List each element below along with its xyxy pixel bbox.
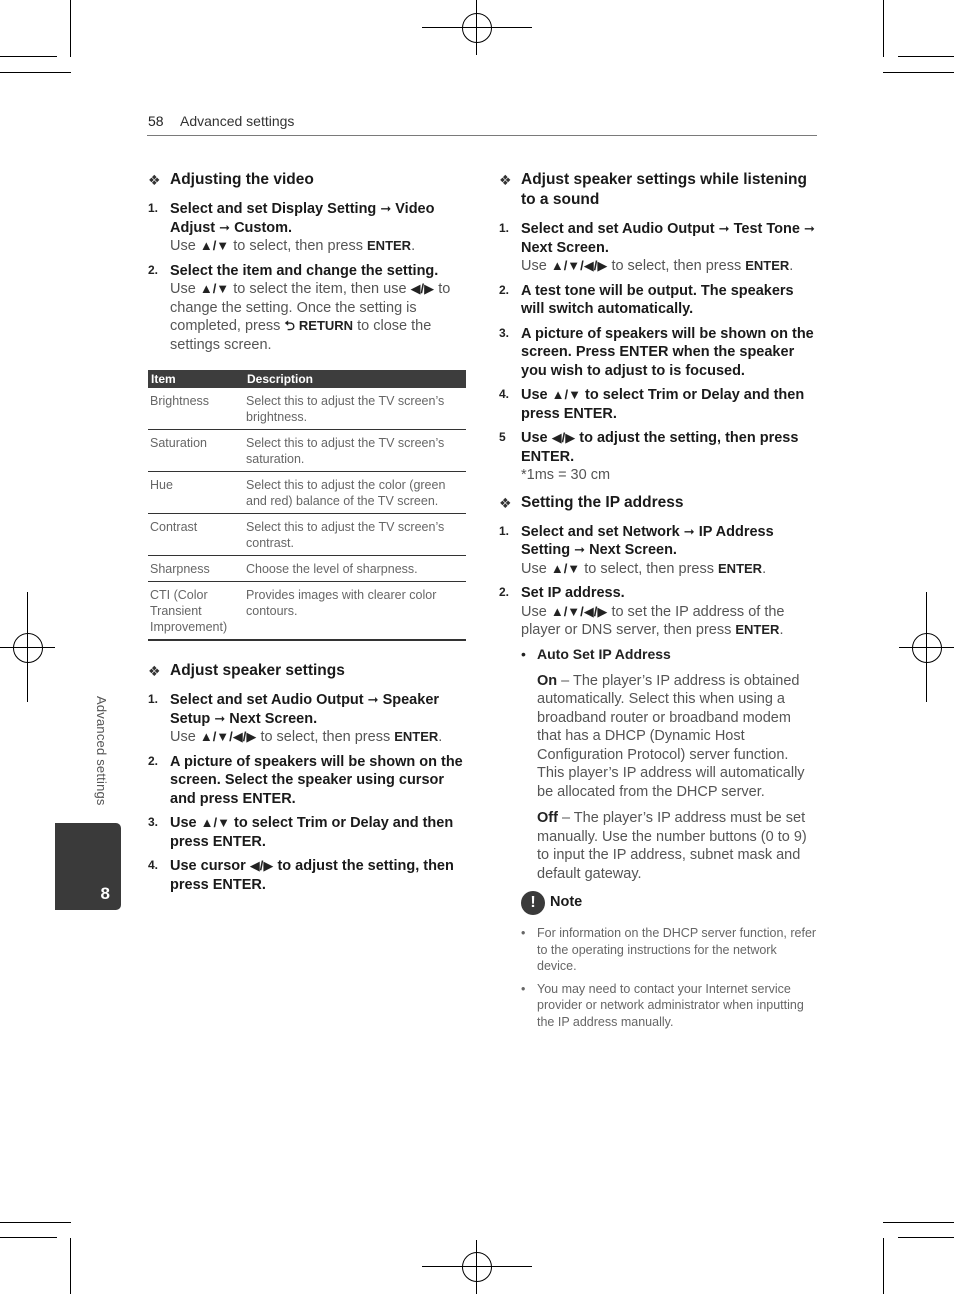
table-row: CTI (Color Transient Improvement) Provides images with clearer color contours. [148, 582, 466, 641]
up-down-arrows-icon: ▲/▼ [199, 281, 230, 296]
column-header: Item [148, 370, 244, 388]
crop-mark [0, 72, 71, 73]
section-heading-speaker: ❖ Adjust speaker settings [148, 662, 345, 679]
right-column [499, 170, 817, 1036]
table-row: Hue Select this to adjust the color (green and red) balance of the TV screen. [148, 472, 466, 514]
listening-steps [499, 220, 817, 485]
return-icon: ⮌ [284, 318, 295, 333]
four-way-arrows-icon: ▲/▼/◀/▶ [550, 603, 608, 619]
crop-mark [70, 0, 71, 57]
page-header [147, 111, 817, 136]
step-item: 4. Use cursor ◀/▶ to adjust the setting, then press ENTER. [148, 858, 454, 893]
registration-mark [13, 633, 43, 663]
step-item: 2. Select the item and change the setting. Use ▲/▼ to select the item, then use ◀/▶ to change the setting. Once the setting is completed, press ⮌ RETURN to close the settings screen. [148, 262, 451, 353]
crop-mark [0, 1222, 71, 1223]
arrow-right-icon: ➞ [380, 201, 392, 216]
step-item: 3. A picture of speakers will be shown on the screen. Press ENTER when the speaker you wish to adjust to is focused. [499, 325, 814, 379]
registration-mark [912, 633, 942, 663]
up-down-arrows-icon: ▲/▼ [551, 387, 581, 402]
table-header-row [148, 370, 466, 388]
diamond-bullet-icon: ❖ [148, 663, 161, 679]
video-settings-table [148, 370, 466, 641]
speaker-steps [148, 691, 466, 894]
registration-mark [462, 13, 492, 43]
crop-mark [883, 1238, 884, 1294]
left-right-arrows-icon: ◀/▶ [410, 281, 435, 296]
chapter-number: 8 [100, 884, 110, 903]
bullet-dot-icon: • [521, 645, 526, 662]
step-item: 2. Set IP address. Use ▲/▼/◀/▶ to set the IP address of the player or DNS server, then press ENTER. [499, 585, 785, 638]
up-down-arrows-icon: ▲/▼ [199, 238, 230, 253]
left-right-arrows-icon: ◀/▶ [249, 858, 274, 873]
video-steps [148, 200, 466, 354]
step-item: 3. Use ▲/▼ to select Trim or Delay and then press ENTER. [148, 815, 454, 850]
crop-mark [70, 1238, 71, 1294]
arrow-right-icon: ➞ [574, 542, 586, 557]
note-item: • You may need to contact your Internet service provider or network administrator when inputting the IP address manually. [521, 981, 804, 1029]
crop-mark [0, 56, 57, 57]
column-header: Description [244, 370, 466, 388]
arrow-right-icon: ➞ [219, 219, 231, 235]
table-row: Saturation Select this to adjust the TV screen’s saturation. [148, 430, 466, 472]
note-label: Note [550, 894, 583, 910]
bullet-item: • Auto Set IP Address [521, 645, 671, 662]
bullet-dot-icon: • [521, 981, 526, 996]
exclamation-icon: ! [521, 891, 545, 915]
section-heading-ip: ❖ Setting the IP address [499, 493, 684, 511]
step-item: 2. A test tone will be output. The speakers will switch automatically. [499, 282, 794, 317]
crop-mark [883, 1222, 954, 1223]
four-way-arrows-icon: ▲/▼/◀/▶ [199, 729, 257, 744]
registration-mark [462, 1252, 492, 1282]
note-item: • For information on the DHCP server function, refer to the operating instructions for the network device. [521, 926, 817, 973]
crop-mark [883, 0, 884, 57]
step-item: 1. Select and set Audio Output ➞ Speaker Setup ➞ Next Screen. Use ▲/▼/◀/▶ to select, then press ENTER. [148, 692, 443, 745]
section-heading-listening: ❖ Adjust speaker settings while listening to a sound [499, 171, 807, 208]
table-row: Brightness Select this to adjust the TV screen’s brightness. [148, 388, 466, 430]
page-header-title: Advanced settings [180, 113, 295, 129]
step-item: 2. A picture of speakers will be shown on the screen. Select the speaker using cursor and press ENTER. [148, 753, 463, 807]
step-item: 5 Use ◀/▶ to adjust the setting, then press ENTER. *1ms = 30 cm [499, 430, 799, 483]
note-header [521, 891, 817, 917]
left-right-arrows-icon: ◀/▶ [551, 430, 576, 445]
page-number: 58 [148, 113, 164, 129]
crop-mark [883, 72, 954, 73]
arrow-right-icon: ➞ [718, 221, 730, 236]
arrow-right-icon: ➞ [214, 710, 226, 726]
up-down-arrows-icon: ▲/▼ [200, 815, 230, 830]
option-on: On – The player’s IP address is obtained automatically. Select this when using a broadband router or broadband modem that has a DHCP (Dynamic Host Configuration Protocol) server function. This player’s IP address will automatically be allocated from the DHCP server. [537, 672, 805, 800]
crop-mark [898, 1237, 954, 1238]
chapter-tab [55, 823, 121, 910]
crop-mark [898, 56, 954, 57]
bullet-dot-icon: • [521, 926, 526, 940]
diamond-bullet-icon: ❖ [499, 494, 512, 511]
table-row: Sharpness Choose the level of sharpness. [148, 556, 466, 582]
option-off: Off – The player’s IP address must be set manually. Use the number buttons (0 to 9) to input the IP address, subnet mask and default gateway. [537, 810, 807, 882]
step-item: 1. Select and set Audio Output ➞ Test Tone ➞ Next Screen. Use ▲/▼/◀/▶ to select, then press ENTER. [499, 221, 815, 274]
crop-mark [0, 1237, 57, 1238]
left-column [148, 170, 466, 900]
section-heading-video: ❖ Adjusting the video [148, 171, 314, 188]
step-item: 1. Select and set Display Setting ➞ Video Adjust ➞ Custom. Use ▲/▼ to select, then press ENTER. [148, 201, 435, 254]
side-section-label: Advanced settings [94, 696, 109, 806]
step-item: 1. Select and set Network ➞ IP Address Setting ➞ Next Screen. Use ▲/▼ to select, then press ENTER. [499, 523, 774, 577]
four-way-arrows-icon: ▲/▼/◀/▶ [550, 258, 608, 273]
up-down-arrows-icon: ▲/▼ [550, 560, 581, 576]
diamond-bullet-icon: ❖ [148, 172, 161, 188]
ip-steps [499, 523, 817, 640]
table-row: Contrast Select this to adjust the TV screen’s contrast. [148, 514, 466, 556]
arrow-right-icon: ➞ [683, 523, 695, 539]
step-item: 4. Use ▲/▼ to select Trim or Delay and then press ENTER. [499, 387, 805, 422]
arrow-right-icon: ➞ [803, 221, 815, 236]
arrow-right-icon: ➞ [367, 692, 379, 707]
diamond-bullet-icon: ❖ [499, 172, 512, 188]
